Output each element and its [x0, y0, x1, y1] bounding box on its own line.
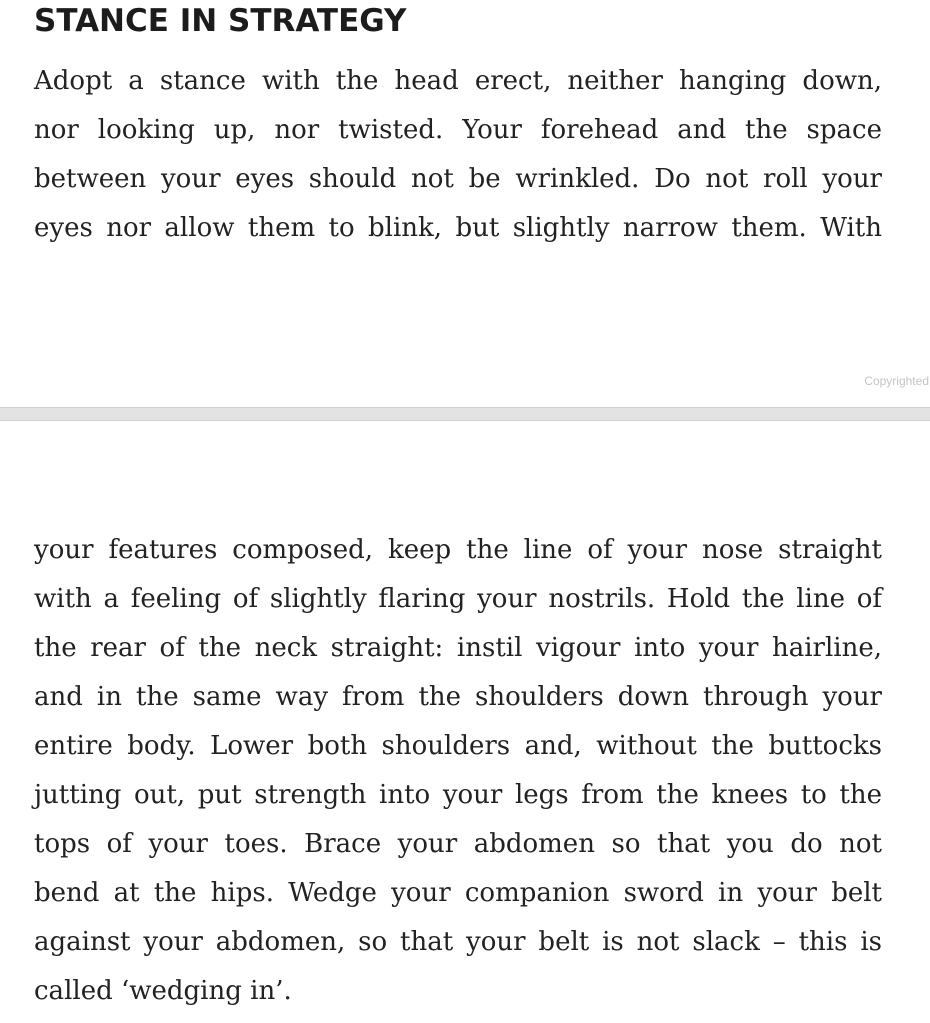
paragraph-bottom [34, 526, 882, 1016]
text-line: nor looking up, nor twisted. Your forehead and the space [34, 115, 882, 145]
text-line: Adopt a stance with the head erect, neither hanging down, [34, 66, 882, 96]
text-line: between your eyes should not be wrinkled. Do not roll your [34, 164, 882, 194]
page-bottom [0, 421, 930, 1023]
copyright-watermark: Copyrighted [864, 374, 929, 388]
text-line: and in the same way from the shoulders down through your [34, 682, 882, 712]
text-line: bend at the hips. Wedge your companion sword in your belt [34, 878, 882, 908]
text-line: with a feeling of slightly flaring your nostrils. Hold the line of [34, 584, 882, 614]
text-line: the rear of the neck straight: instil vigour into your hairline, [34, 633, 882, 663]
text-line: entire body. Lower both shoulders and, without the buttocks [34, 731, 882, 761]
text-line: against your abdomen, so that your belt is not slack – this is [34, 927, 882, 957]
text-line: eyes nor allow them to blink, but slightly narrow them. With [34, 213, 882, 243]
section-heading: STANCE IN STRATEGY [34, 3, 407, 39]
text-line: called ‘wedging in’. [34, 976, 292, 1006]
text-line: jutting out, put strength into your legs from the knees to the [34, 780, 882, 810]
text-line: your features composed, keep the line of your nose straight [34, 535, 882, 565]
paragraph-top [34, 57, 882, 253]
page-divider [0, 407, 930, 421]
text-line: tops of your toes. Brace your abdomen so that you do not [34, 829, 882, 859]
page-top [0, 0, 930, 407]
